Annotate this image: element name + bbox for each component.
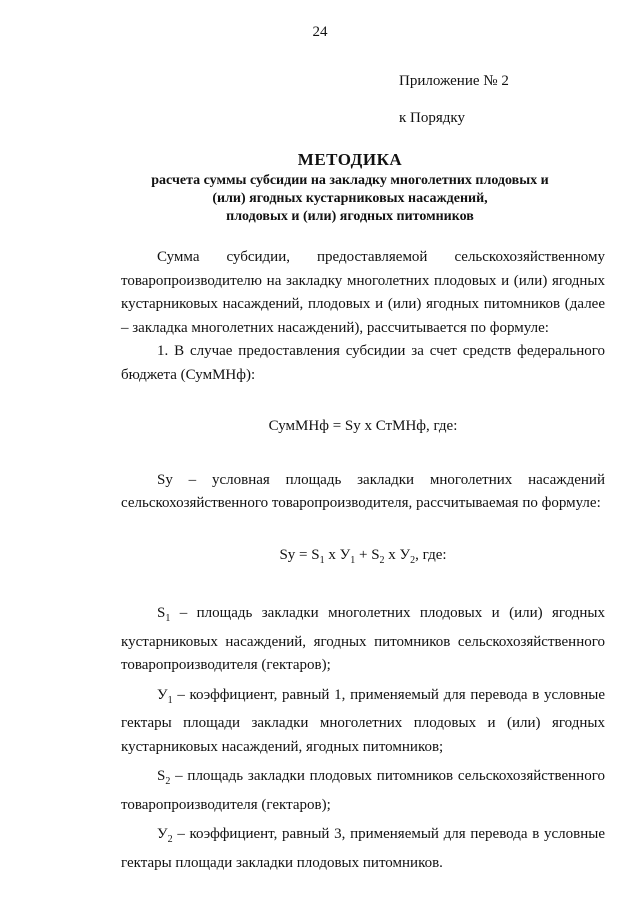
formula-sub: 2 xyxy=(410,554,416,566)
document-body xyxy=(121,246,605,875)
symbol-subscript: 1 xyxy=(165,613,171,624)
item-1-paragraph: 1. В случае предоставления субсидии за счет средств федерального бюджета (СумМНф): xyxy=(121,343,605,383)
formula-sy-part: , где: xyxy=(415,546,447,563)
annex-reference: к Порядку xyxy=(399,110,465,126)
title-line-3: плодовых и (или) ягодных питомников xyxy=(226,209,474,224)
title-line-1: расчета суммы субсидии на закладку многолетних плодовых и xyxy=(151,173,549,188)
intro-paragraph: Сумма субсидии, предоставляемой сельскохозяйственному товаропроизводителю на закладку многолетних плодовых и (или) ягодных кустарниковых насаждений, плодовых и (или) ягодных питомников (далее – закладка многолетних насаждений), рассчитывается по формуле: xyxy=(121,249,605,336)
definition-text: – коэффициент, равный 3, применяемый для перевода в условные гектары площади закладки плодовых питомников. xyxy=(121,826,605,871)
formula-sub: 2 xyxy=(379,554,385,566)
definition-text: – коэффициент, равный 1, применяемый для перевода в условные гектары площади закладки многолетних плодовых и (или) ягодных кустарниковых насаждений, ягодных питомников; xyxy=(121,686,605,755)
title-main: МЕТОДИКА xyxy=(297,150,403,169)
annex-header xyxy=(399,63,509,137)
symbol: У xyxy=(157,826,168,842)
formula-sy-part: + S xyxy=(355,546,380,563)
symbol: S xyxy=(157,768,166,784)
title-line-2: (или) ягодных кустарниковых насаждений, xyxy=(212,191,488,206)
sy-definition: Sу – условная площадь закладки многолетних насаждений сельскохозяйственного товаропроизводителя, рассчитываемая по формуле: xyxy=(121,471,605,511)
symbol: S xyxy=(157,605,166,621)
symbol-subscript: 1 xyxy=(167,694,173,706)
s2-definition xyxy=(121,765,605,817)
symbol-subscript: 2 xyxy=(167,834,173,845)
document-title xyxy=(80,150,620,226)
formula-summnf: СумМНф = Sу x СтМНф, где: xyxy=(268,418,458,434)
formula-sub: 1 xyxy=(350,554,356,566)
formula-sy-part: x У xyxy=(384,546,411,563)
annex-number: Приложение № 2 xyxy=(399,73,509,89)
symbol-subscript: 2 xyxy=(165,776,171,787)
y2-definition xyxy=(121,823,605,875)
page-number: 24 xyxy=(312,24,328,40)
definition-text: – площадь закладки многолетних плодовых и (или) ягодных кустарниковых насаждений, ягодных питомников сельскохозяйственного товаропроизводителя (гектаров); xyxy=(121,605,605,673)
formula-sub: 1 xyxy=(319,554,325,566)
symbol: У xyxy=(157,686,168,703)
formula-sy-part: x У xyxy=(324,546,351,563)
y1-definition xyxy=(121,684,605,760)
s1-definition xyxy=(121,602,605,678)
definition-text: – площадь закладки плодовых питомников сельскохозяйственного товаропроизводителя (гектаров); xyxy=(121,768,605,813)
formula-sy-part: Sу = S xyxy=(279,546,320,563)
formula-sy xyxy=(121,544,605,573)
